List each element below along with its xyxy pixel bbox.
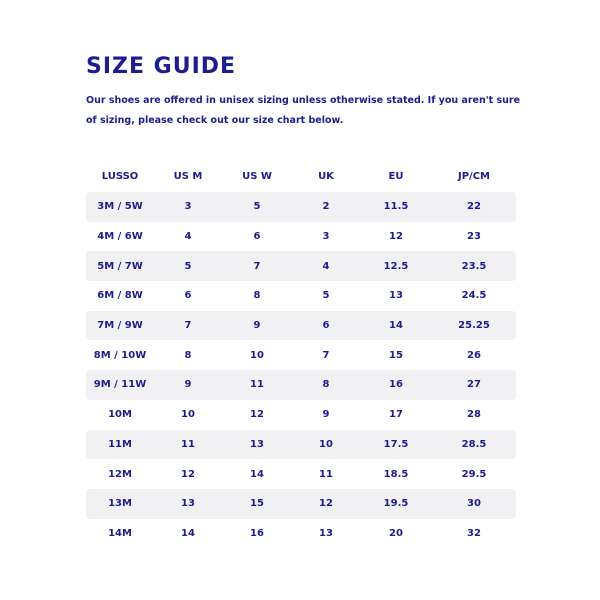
- cell-eu: 19.5: [383, 498, 409, 510]
- cell-lusso: 7M / 9W: [97, 320, 143, 332]
- cell-uk: 4: [322, 260, 330, 272]
- header-lusso: LUSSO: [101, 170, 139, 182]
- cell-us-w: 6: [253, 231, 261, 243]
- header-us-m: US M: [173, 170, 203, 182]
- cell-lusso: 11M: [108, 438, 132, 450]
- cell-jp-cm: 25.25: [458, 320, 490, 332]
- cell-eu: 18.5: [383, 468, 409, 480]
- cell-jp-cm: 22: [467, 201, 481, 213]
- header-eu: EU: [388, 170, 404, 182]
- cell-eu: 20: [389, 527, 403, 539]
- cell-lusso: 4M / 6W: [97, 231, 143, 243]
- cell-uk: 7: [322, 349, 330, 361]
- cell-eu: 14: [389, 320, 403, 332]
- table-row: [86, 519, 516, 549]
- cell-us-w: 16: [250, 527, 264, 539]
- cell-lusso: 14M: [108, 527, 132, 539]
- cell-uk: 9: [322, 409, 330, 421]
- cell-jp-cm: 28: [467, 409, 481, 421]
- cell-us-w: 8: [253, 290, 261, 302]
- table-row: [86, 311, 516, 341]
- cell-jp-cm: 26: [467, 349, 481, 361]
- table-row: [86, 459, 516, 489]
- cell-eu: 12: [389, 231, 403, 243]
- cell-jp-cm: 30: [467, 498, 481, 510]
- cell-uk: 5: [322, 290, 330, 302]
- cell-us-w: 9: [253, 320, 261, 332]
- cell-jp-cm: 23: [467, 231, 481, 243]
- cell-us-m: 11: [181, 438, 195, 450]
- table-row: [86, 489, 516, 519]
- table-row: [86, 340, 516, 370]
- intro-text: Our shoes are offered in unisex sizing unless otherwise stated. If you aren't sure of sizing, please check out our size chart below.: [86, 95, 521, 126]
- cell-us-w: 12: [250, 409, 264, 421]
- cell-us-m: 6: [184, 290, 192, 302]
- cell-eu: 12.5: [383, 260, 409, 272]
- cell-eu: 17.5: [383, 438, 409, 450]
- cell-lusso: 10M: [108, 409, 132, 421]
- cell-jp-cm: 24.5: [461, 290, 487, 302]
- cell-us-m: 4: [184, 231, 192, 243]
- cell-eu: 17: [389, 409, 403, 421]
- cell-jp-cm: 29.5: [461, 468, 487, 480]
- cell-lusso: 9M / 11W: [93, 379, 147, 391]
- header-us-w: US W: [242, 170, 272, 182]
- cell-jp-cm: 27: [467, 379, 481, 391]
- cell-us-m: 8: [184, 349, 192, 361]
- cell-us-m: 9: [184, 379, 192, 391]
- table-row: [86, 370, 516, 400]
- cell-lusso: 8M / 10W: [93, 349, 147, 361]
- size-chart-table: [86, 160, 516, 548]
- cell-us-m: 10: [181, 409, 195, 421]
- cell-us-w: 15: [250, 498, 264, 510]
- table-row: [86, 430, 516, 460]
- cell-uk: 3: [322, 231, 330, 243]
- cell-uk: 10: [319, 438, 333, 450]
- cell-us-w: 7: [253, 260, 261, 272]
- cell-lusso: 5M / 7W: [97, 260, 143, 272]
- cell-us-w: 10: [250, 349, 264, 361]
- table-row: [86, 192, 516, 222]
- cell-lusso: 3M / 5W: [97, 201, 143, 213]
- cell-uk: 13: [319, 527, 333, 539]
- header-uk: UK: [318, 170, 334, 182]
- cell-uk: 6: [322, 320, 330, 332]
- table-row: [86, 222, 516, 252]
- cell-us-w: 14: [250, 468, 264, 480]
- cell-us-w: 11: [250, 379, 264, 391]
- cell-uk: 11: [319, 468, 333, 480]
- table-row: [86, 251, 516, 281]
- cell-uk: 12: [319, 498, 333, 510]
- cell-eu: 16: [389, 379, 403, 391]
- cell-lusso: 12M: [108, 468, 132, 480]
- cell-us-m: 13: [181, 498, 195, 510]
- table-row: [86, 400, 516, 430]
- table-header-row: [86, 160, 516, 192]
- cell-us-m: 5: [184, 260, 192, 272]
- cell-jp-cm: 23.5: [461, 260, 487, 272]
- cell-uk: 8: [322, 379, 330, 391]
- cell-us-m: 7: [184, 320, 192, 332]
- cell-lusso: 6M / 8W: [97, 290, 143, 302]
- cell-eu: 11.5: [383, 201, 409, 213]
- cell-jp-cm: 28.5: [461, 438, 487, 450]
- cell-uk: 2: [322, 201, 330, 213]
- cell-lusso: 13M: [108, 498, 132, 510]
- cell-jp-cm: 32: [467, 527, 481, 539]
- page-title: SIZE GUIDE: [86, 54, 237, 79]
- table-body: [86, 192, 516, 548]
- cell-eu: 13: [389, 290, 403, 302]
- cell-us-m: 12: [181, 468, 195, 480]
- table-row: [86, 281, 516, 311]
- cell-eu: 15: [389, 349, 403, 361]
- cell-us-m: 14: [181, 527, 195, 539]
- cell-us-w: 13: [250, 438, 264, 450]
- cell-us-m: 3: [184, 201, 192, 213]
- header-jp-cm: JP/CM: [458, 170, 490, 182]
- cell-us-w: 5: [253, 201, 261, 213]
